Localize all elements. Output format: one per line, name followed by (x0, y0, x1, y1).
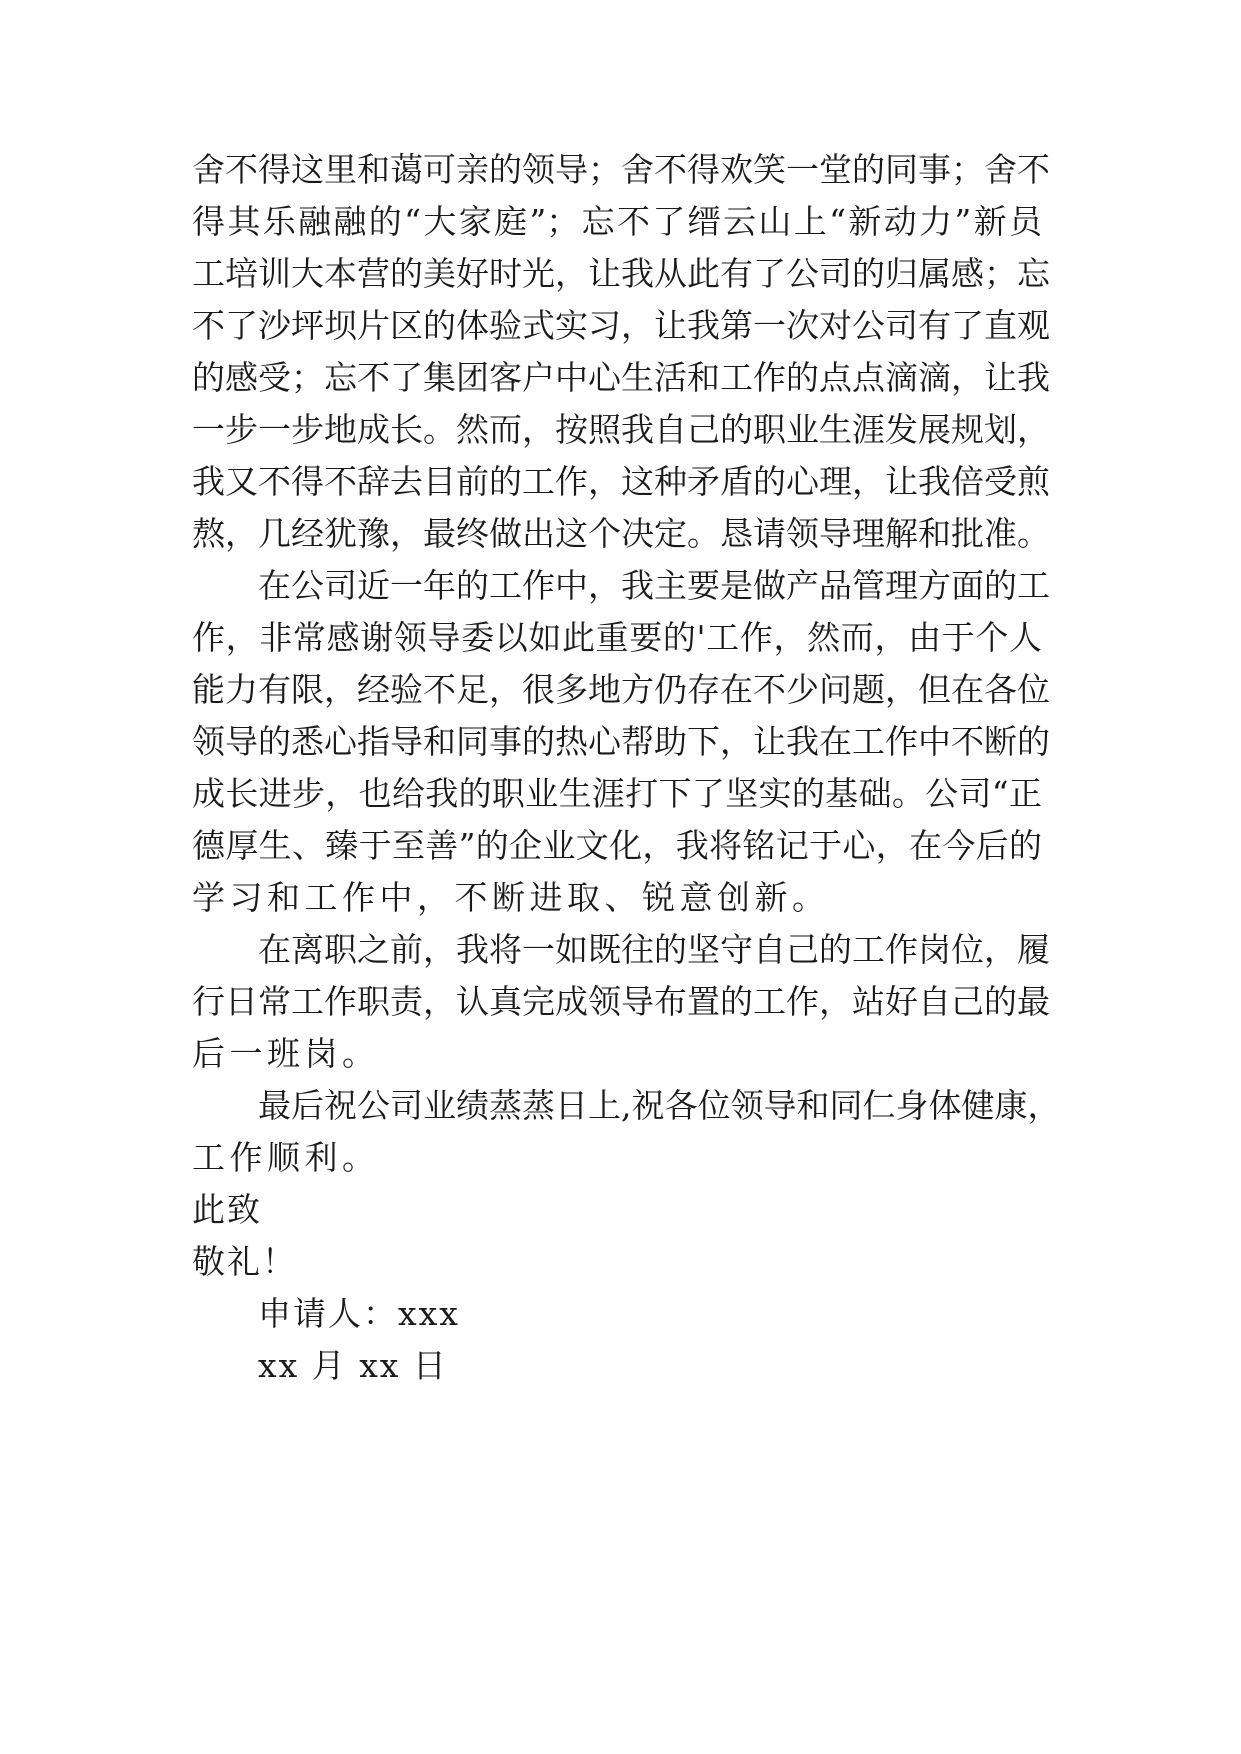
body-line: 德厚生、臻于至善”的企业文化，我将铭记于心，在今后的 (192, 826, 1042, 865)
body-line: 能力有限，经验不足，很多地方仍存在不少问题，但在各位 (192, 670, 1050, 709)
letter-date: xx 月 xx 日 (258, 1346, 448, 1385)
body-line: 学习和工作中，不断进取、锐意创新。 (192, 878, 830, 917)
body-line: 行日常工作职责，认真完成领导布置的工作，站好自己的最 (192, 982, 1050, 1021)
body-line: 领导的悉心指导和同事的热心帮助下，让我在工作中不断的 (192, 722, 1050, 761)
body-line: 工作顺利。 (192, 1138, 380, 1177)
paragraph-start-line: 在离职之前，我将一如既往的坚守自己的工作岗位，履 (258, 930, 1050, 969)
closing-salutation: 此致 (192, 1190, 262, 1229)
body-line: 不了沙坪坝片区的体验式实习，让我第一次对公司有了直观 (192, 306, 1050, 345)
body-line: 作，非常感谢领导委以如此重要的'工作，然而，由于个人 (192, 618, 1042, 657)
body-line: 我又不得不辞去目前的工作，这种矛盾的心理，让我倍受煎 (192, 462, 1050, 501)
body-line: 工培训大本营的美好时光，让我从此有了公司的归属感；忘 (192, 254, 1050, 293)
body-line: 一步一步地成长。然而，按照我自己的职业生涯发展规划， (192, 410, 1050, 449)
applicant-signature: 申请人：xxx (258, 1294, 460, 1333)
paragraph-start-line: 最后祝公司业绩蒸蒸日上,祝各位领导和同仁身体健康， (258, 1086, 1061, 1125)
body-line: 成长进步，也给我的职业生涯打下了坚实的基础。公司“正 (192, 774, 1042, 813)
paragraph-start-line: 在公司近一年的工作中，我主要是做产品管理方面的工 (258, 566, 1050, 605)
body-line: 舍不得这里和蔼可亲的领导；舍不得欢笑一堂的同事；舍不 (192, 150, 1050, 189)
body-line: 后一班岗。 (192, 1034, 380, 1073)
closing-regards: 敬礼！ (192, 1242, 297, 1281)
body-line: 的感受；忘不了集团客户中心生活和工作的点点滴滴，让我 (192, 358, 1050, 397)
body-line: 得其乐融融的“大家庭”；忘不了缙云山上“新动力”新员 (192, 202, 1042, 241)
body-line: 熬，几经犹豫，最终做出这个决定。恳请领导理解和批准。 (192, 514, 1050, 553)
